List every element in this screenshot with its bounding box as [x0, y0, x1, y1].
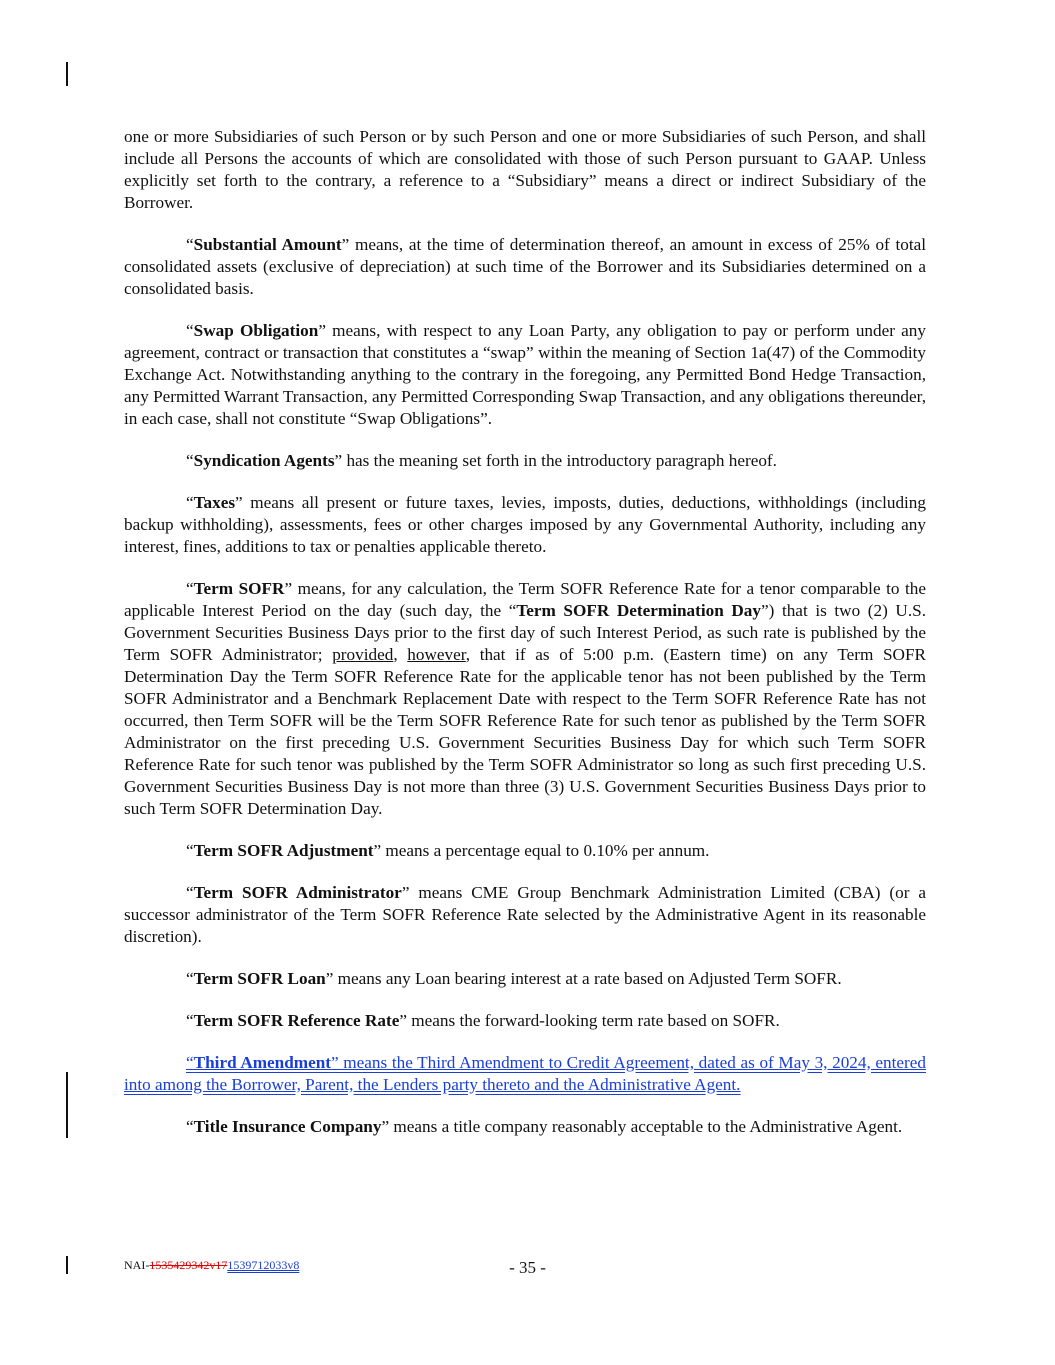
definition-term-sofr-administrator: “Term SOFR Administrator” means CME Group Benchmark Administration Limited (CBA) (or a successor administrator of the Term SOFR Reference Rate selected by the Administrative Agent in its reasonable discretion). — [124, 883, 927, 946]
definition-title-insurance-company: “Title Insurance Company” means a title company reasonably acceptable to the Administrative Agent. — [186, 1117, 903, 1136]
inserted-document-id: 1539712033v8 — [227, 1258, 300, 1272]
definition-term-sofr-reference-rate: “Term SOFR Reference Rate” means the forward-looking term rate based on SOFR. — [186, 1011, 780, 1030]
definition-term-sofr-adjustment: “Term SOFR Adjustment” means a percentage equal to 0.10% per annum. — [186, 841, 710, 860]
term-term-sofr-administrator: Term SOFR Administrator — [193, 883, 402, 902]
definition-swap-obligation: “Swap Obligation” means, with respect to any Loan Party, any obligation to pay or perform under any agreement, contract or transaction that constitutes a “swap” within the meaning of Section 1a(47) of the Commodity Exchange Act. Notwithstanding anything to the contrary in the foregoing, any Permitted Bond Hedge Transaction, any Permitted Warrant Transaction, any Permitted Corresponding Swap Transaction, and any obligations thereunder, in each case, shall not constitute “Swap Obligations”. — [124, 321, 926, 428]
term-term-sofr-loan: Term SOFR Loan — [193, 969, 326, 988]
definition-term-sofr: “Term SOFR” means, for any calculation, the Term SOFR Reference Rate for a tenor comparable to the applicable Interest Period on the day (such day, the “Term SOFR Determination Day”) that is two (2) U.S. Government Securities Business Days prior to the first day of such Interest Period, as such rate is published by the Term SOFR Administrator; provided, however, that if as of 5:00 p.m. (Eastern time) on any Term SOFR Determination Day the Term SOFR Reference Rate for the applicable tenor has not been published by the Term SOFR Administrator and a Benchmark Replacement Date with respect to the Term SOFR Reference Rate has not occurred, then Term SOFR will be the Term SOFR Reference Rate for such tenor as published by the Term SOFR Administrator on the first preceding U.S. Government Securities Business Day for which such Term SOFR Reference Rate for such tenor was published by the Term SOFR Administrator so long as such first preceding U.S. Government Securities Business Day is not more than three (3) U.S. Government Securities Business Days prior to such Term SOFR Determination Day. — [124, 579, 926, 818]
term-term-sofr-adjustment: Term SOFR Adjustment — [193, 841, 374, 860]
deleted-document-id: 1535429342v17 — [149, 1258, 228, 1272]
definition-taxes: “Taxes” means all present or future taxes, levies, imposts, duties, deductions, withholdings (including backup withholding), assessments, fees or other charges imposed by any Governmental Authority, including any interest, fines, additions to tax or penalties applicable thereto. — [124, 493, 926, 556]
term-term-sofr-reference-rate: Term SOFR Reference Rate — [193, 1011, 400, 1030]
definition-third-amendment-inserted: “Third Amendment” means the Third Amendment to Credit Agreement, dated as of May 3, 2024, entered into among the Borrower, Parent, the Lenders party thereto and the Administrative Agent. — [124, 1053, 926, 1094]
change-bar-top — [66, 62, 68, 86]
term-term-sofr: Term SOFR — [193, 579, 285, 598]
term-taxes: Taxes — [193, 493, 236, 512]
term-term-sofr-determination-day: Term SOFR Determination Day — [516, 601, 761, 620]
term-swap-obligation: Swap Obligation — [193, 321, 319, 340]
paragraph-subsidiary-continued: one or more Subsidiaries of such Person or by such Person and one or more Subsidiaries of such Person, and shall include all Persons the accounts of which are consolidated with those of such Person pursuant to GAAP. Unless explicitly set forth to the contrary, a reference to a “Subsidiary” means a direct or indirect Subsidiary of the Borrower. — [124, 127, 926, 212]
term-title-insurance-company: Title Insurance Company — [193, 1117, 382, 1136]
document-id: NAI-1535429342v171539712033v8 — [124, 1258, 300, 1272]
document-body — [124, 126, 926, 1158]
term-syndication-agents: Syndication Agents — [193, 451, 335, 470]
provided-underlined: provided — [332, 645, 394, 664]
term-substantial-amount: Substantial Amount — [193, 235, 342, 254]
page-number: - 35 - — [509, 1258, 546, 1277]
however-underlined: however — [407, 645, 466, 664]
definition-substantial-amount: “Substantial Amount” means, at the time of determination thereof, an amount in excess of 25% of total consolidated assets (exclusive of depreciation) at such time of the Borrower and its Subsidiaries determined on a consolidated basis. — [124, 235, 927, 298]
definition-syndication-agents: “Syndication Agents” has the meaning set forth in the introductory paragraph hereof. — [186, 451, 777, 470]
definition-term-sofr-loan: “Term SOFR Loan” means any Loan bearing interest at a rate based on Adjusted Term SOFR. — [186, 969, 842, 988]
change-bar-third-amendment — [66, 1072, 68, 1138]
term-third-amendment: Third Amendment — [193, 1053, 332, 1072]
